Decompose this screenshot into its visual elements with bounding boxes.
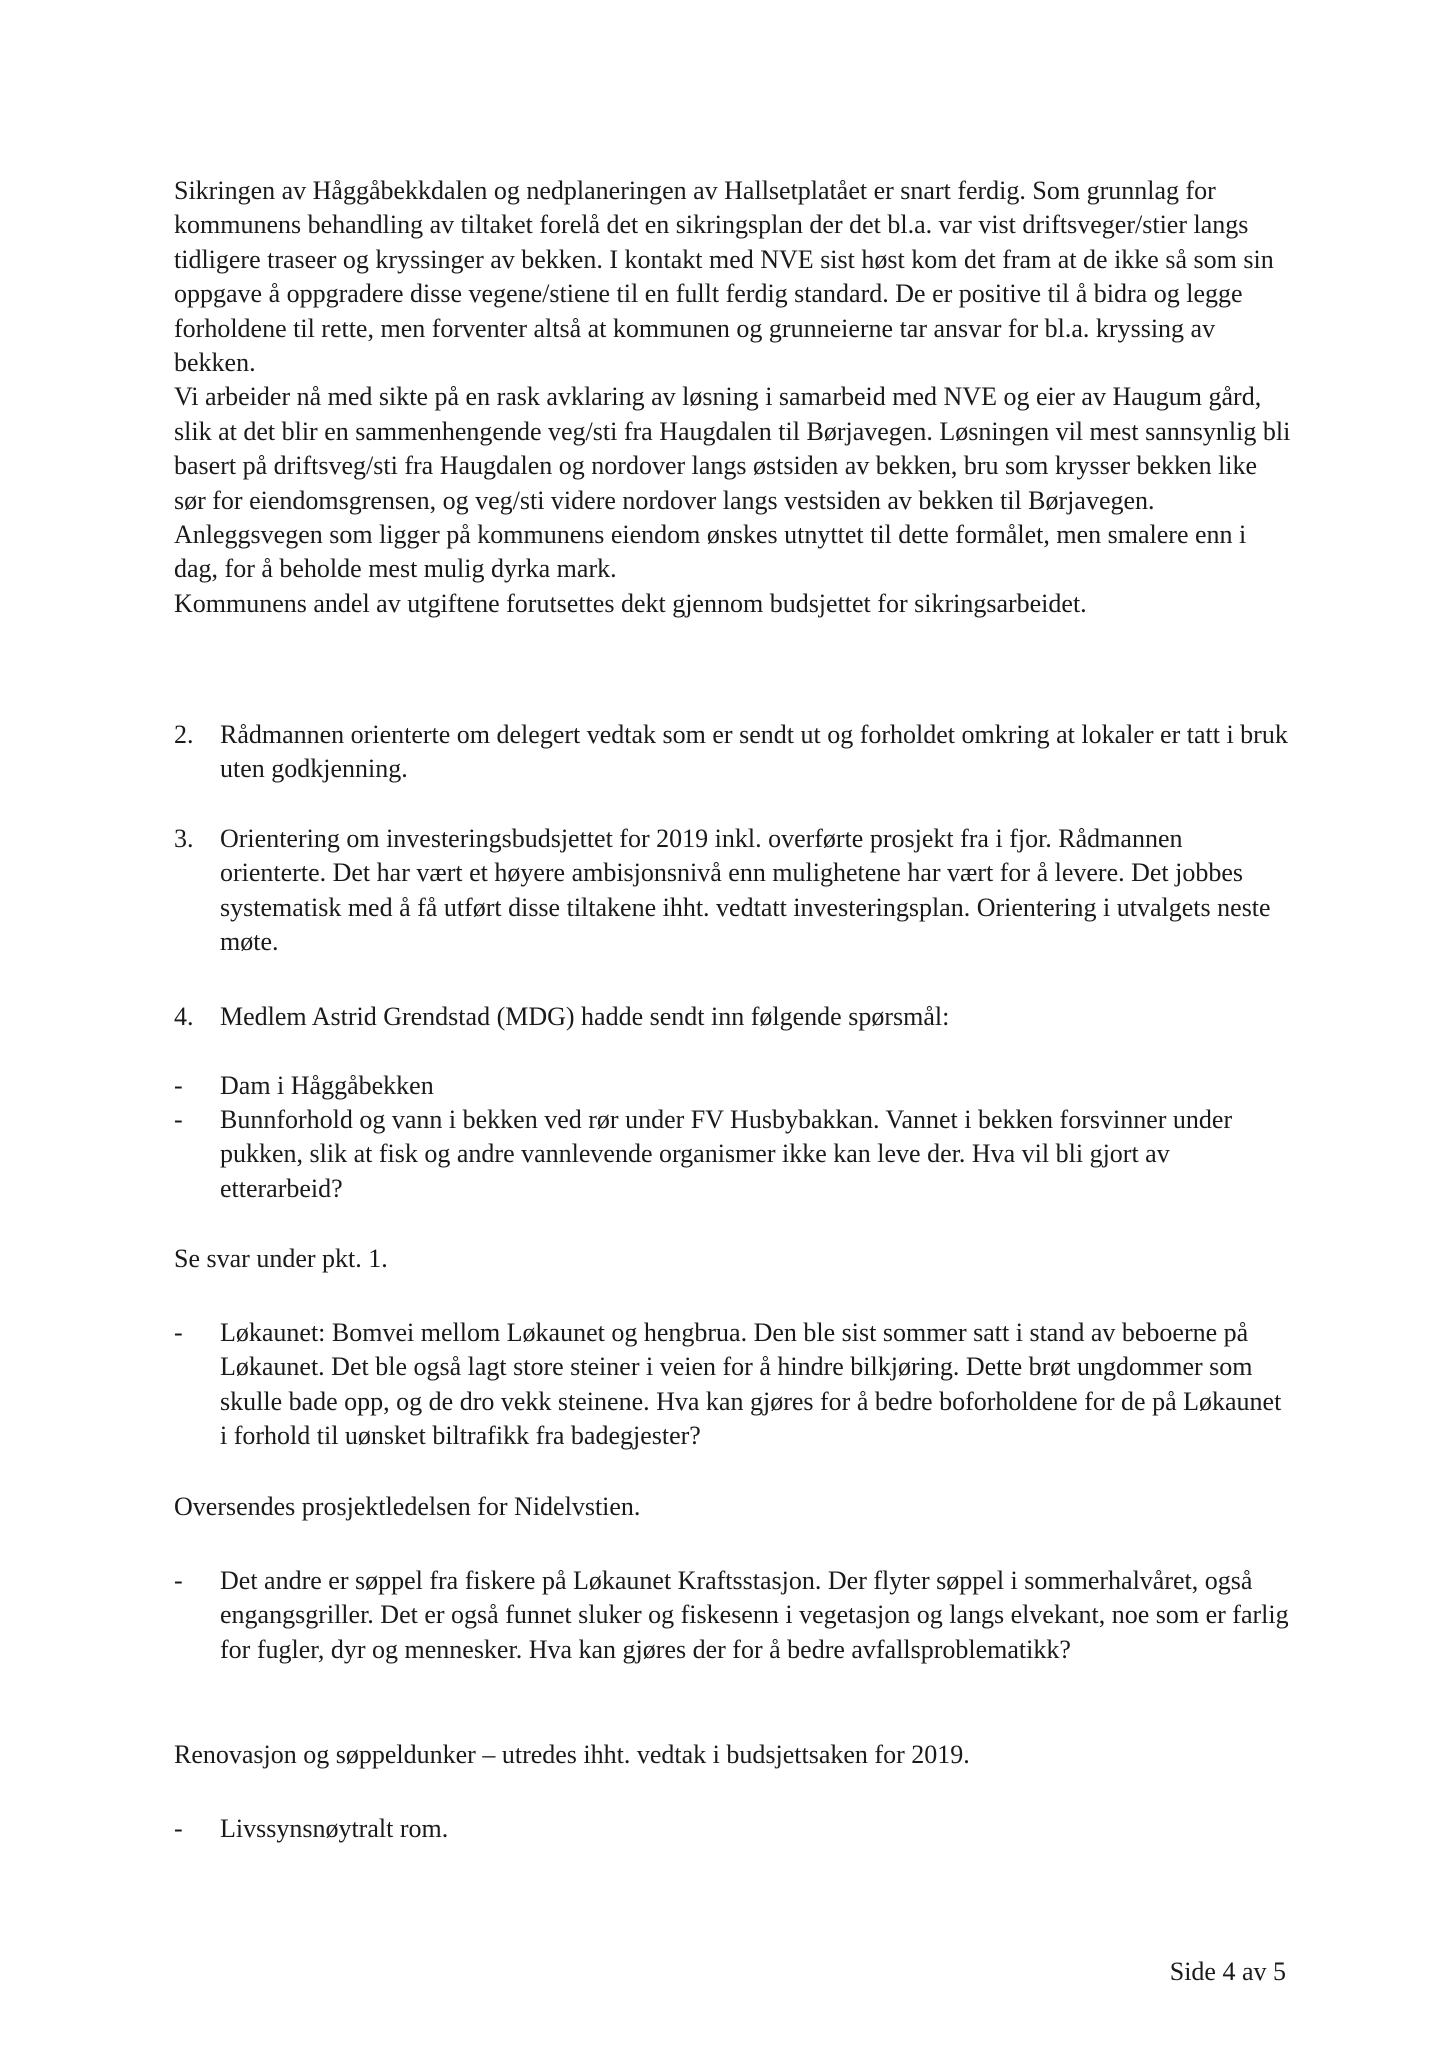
numbered-item-3 bbox=[174, 822, 1294, 960]
numbered-item-2 bbox=[174, 718, 1294, 787]
numbered-item-4 bbox=[174, 1000, 1294, 1034]
question-text: Det andre er søppel fra fiskere på Løkaunet Kraftsstasjon. Der flyter søppel i sommerhalvåret, også engangsgriller. Det er også funnet sluker og fiskesenn i vegetasjon og langs elvekant, noe som er farlig for fugler, dyr og mennesker. Hva kan gjøres der for å bedre avfallsproblematikk? bbox=[220, 1566, 1289, 1664]
question-text: Livssynsnøytralt rom. bbox=[220, 1814, 449, 1843]
question-text: Bunnforhold og vann i bekken ved rør under FV Husbybakkan. Vannet i bekken forsvinner under pukken, slik at fisk og andre vannlevende organismer ikke kan leve der. Hva vil bli gjort av etterarbeid? bbox=[220, 1105, 1233, 1203]
question-dam bbox=[174, 1069, 1294, 1103]
item-number: 4. bbox=[174, 1002, 194, 1031]
answer-text: Renovasjon og søppeldunker – utredes ihht. vedtak i budsjettsaken for 2019. bbox=[174, 1740, 970, 1769]
dash-bullet: - bbox=[174, 1318, 183, 1347]
question-text: Dam i Håggåbekken bbox=[220, 1071, 434, 1100]
question-livssyn bbox=[174, 1812, 1294, 1846]
answer-text: Se svar under pkt. 1. bbox=[174, 1244, 388, 1273]
item-text: Orientering om investeringsbudsjettet for 2019 inkl. overførte prosjekt fra i fjor. Rådmannen orienterte. Det har vært et høyere ambisjonsnivå enn mulighetene har vært for å levere. Det jobbes systematisk med å få utført disse tiltakene ihht. vedtatt investeringsplan. Orientering i utvalgets neste møte. bbox=[220, 824, 1271, 957]
question-bunnforhold bbox=[174, 1103, 1294, 1206]
item-text: Medlem Astrid Grendstad (MDG) hadde sendt inn følgende spørsmål: bbox=[220, 1002, 950, 1031]
dash-bullet: - bbox=[174, 1814, 183, 1843]
intro-paragraph: Sikringen av Håggåbekkdalen og nedplaneringen av Hallsetplatået er snart ferdig. Som grunnlag for kommunens behandling av tiltaket forelå det en sikringsplan der det bl.a. var vist driftsveger/stier langs tidligere traseer og kryssinger av bekken. I kontakt med NVE sist høst kom det fram at de ikke så som sin oppgave å oppgradere disse vegene/stiene til en fullt ferdig standard. De er positive til å bidra og legge forholdene til rette, men forventer altså at kommunen og grunneierne tar ansvar for bl.a. kryssing av bekken. bbox=[174, 176, 1274, 378]
item-number: 3. bbox=[174, 824, 194, 853]
question-text: Løkaunet: Bomvei mellom Løkaunet og hengbrua. Den ble sist sommer satt i stand av beboerne på Løkaunet. Det ble også lagt store steiner i veien for å hindre bilkjøring. Dette brøt ungdommer som skulle bade opp, og de dro vekk steinene. Hva kan gjøres for å bedre boforholdene for de på Løkaunet i forhold til uønsket biltrafikk fra badegjester? bbox=[220, 1318, 1282, 1451]
answer-2 bbox=[174, 1490, 1294, 1524]
answer-3 bbox=[174, 1738, 1294, 1772]
answer-1 bbox=[174, 1242, 1294, 1276]
dash-bullet: - bbox=[174, 1105, 183, 1134]
intro-section bbox=[174, 174, 1294, 621]
intro-paragraph: Vi arbeider nå med sikte på en rask avklaring av løsning i samarbeid med NVE og eier av Haugum gård, slik at det blir en sammenhengende veg/sti fra Haugdalen til Børjavegen. Løsningen vil mest sannsynlig bli basert på driftsveg/sti fra Haugdalen og nordover langs østsiden av bekken, bru som krysser bekken like sør for eiendomsgrensen, og veg/sti videre nordover langs vestsiden av bekken til Børjavegen. Anleggsvegen som ligger på kommunens eiendom ønskes utnyttet til dette formålet, men smalere enn i dag, for å beholde mest mulig dyrka mark. bbox=[174, 382, 1291, 584]
item-text: Rådmannen orienterte om delegert vedtak som er sendt ut og forholdet omkring at lokaler er tatt i bruk uten godkjenning. bbox=[220, 720, 1288, 784]
intro-paragraph: Kommunens andel av utgiftene forutsettes dekt gjennom budsjettet for sikringsarbeidet. bbox=[174, 588, 1087, 618]
dash-bullet: - bbox=[174, 1566, 183, 1595]
item-number: 2. bbox=[174, 720, 194, 749]
question-soppel bbox=[174, 1564, 1294, 1667]
page-number: Side 4 av 5 bbox=[1169, 1957, 1286, 1986]
dash-bullet: - bbox=[174, 1071, 183, 1100]
answer-text: Oversendes prosjektledelsen for Nidelvstien. bbox=[174, 1492, 641, 1521]
question-lokaunet bbox=[174, 1316, 1294, 1454]
